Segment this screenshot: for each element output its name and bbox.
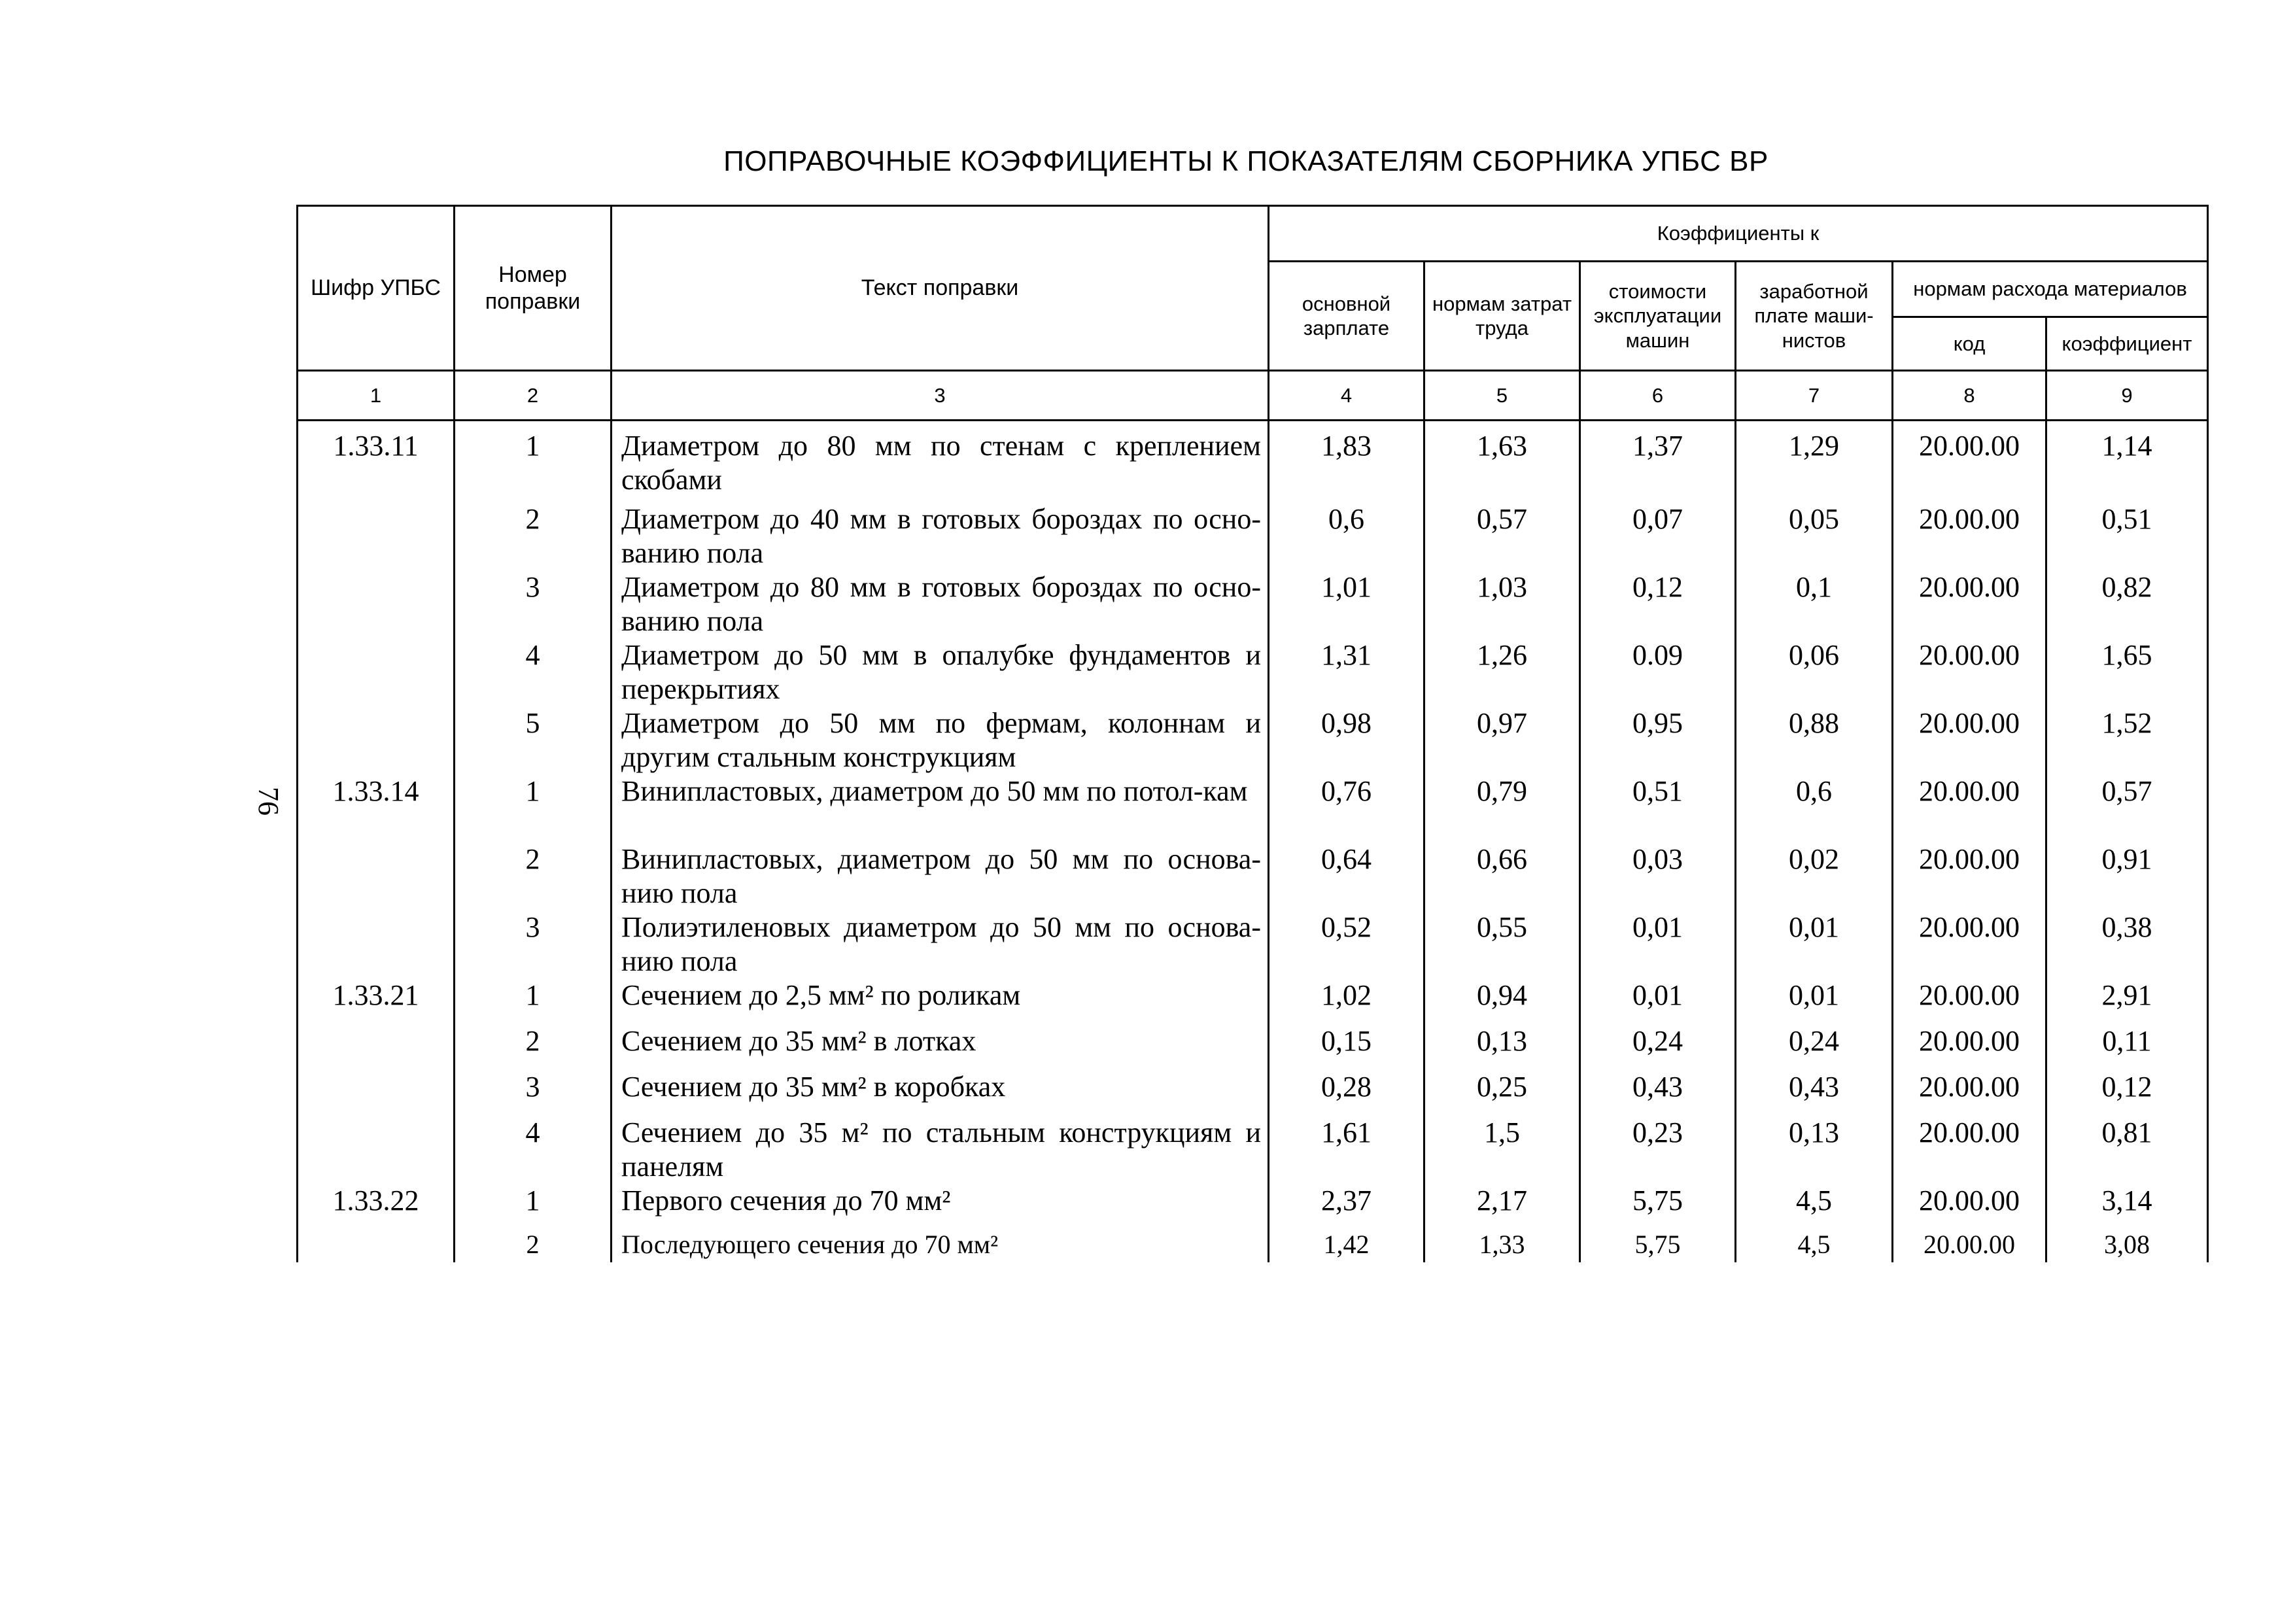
- row-number: 4: [455, 638, 612, 706]
- row-text: Диаметром до 40 мм в готовых бороздах по осно-ванию пола: [612, 502, 1269, 570]
- value-kod: 20.00.00: [1893, 1230, 2046, 1262]
- row-text: Сечением до 2,5 мм² по роликам: [612, 978, 1269, 1024]
- value-kod: 20.00.00: [1893, 1024, 2046, 1070]
- row-code: 1.33.21: [298, 978, 455, 1024]
- value-kod: 20.00.00: [1893, 706, 2046, 774]
- value-stoimosti: 0,23: [1580, 1116, 1736, 1184]
- value-koefficient: 3,08: [2046, 1230, 2208, 1262]
- value-normam-zatrat: 1,5: [1424, 1116, 1580, 1184]
- value-osnovnoy: 0,64: [1269, 842, 1424, 910]
- value-zarabotnoy: 0,01: [1736, 978, 1893, 1024]
- header-koefficient: коэффициент: [2046, 317, 2208, 371]
- value-stoimosti: 0,51: [1580, 774, 1736, 842]
- table-row: [298, 774, 2208, 842]
- value-koefficient: 0,11: [2046, 1024, 2208, 1070]
- row-text: Полиэтиленовых диаметром до 50 мм по основа-нию пола: [612, 910, 1269, 978]
- row-code: [298, 842, 455, 910]
- row-text: Сечением до 35 мм² в коробках: [612, 1070, 1269, 1116]
- value-koefficient: 3,14: [2046, 1184, 2208, 1230]
- row-number: 2: [455, 842, 612, 910]
- value-koefficient: 0,38: [2046, 910, 2208, 978]
- row-code: [298, 1116, 455, 1184]
- value-zarabotnoy: 0,05: [1736, 502, 1893, 570]
- header-zarabotnoy: заработной плате маши-нистов: [1736, 261, 1893, 371]
- value-osnovnoy: 1,61: [1269, 1116, 1424, 1184]
- row-text: Винипластовых, диаметром до 50 мм по потол-кам: [612, 774, 1269, 842]
- row-number: 1: [455, 421, 612, 502]
- col-number: 6: [1580, 371, 1736, 421]
- page-title: ПОПРАВОЧНЫЕ КОЭФФИЦИЕНТЫ К ПОКАЗАТЕЛЯМ СБОРНИКА УПБС ВР: [723, 145, 1769, 177]
- row-code: 1.33.11: [298, 421, 455, 502]
- value-normam-zatrat: 0,57: [1424, 502, 1580, 570]
- row-number: 2: [455, 1024, 612, 1070]
- table-row: [298, 638, 2208, 706]
- col-number: 9: [2046, 371, 2208, 421]
- table-row: [298, 570, 2208, 638]
- value-osnovnoy: 1,01: [1269, 570, 1424, 638]
- col-number: 2: [455, 371, 612, 421]
- row-code: [298, 1024, 455, 1070]
- row-text: Последующего сечения до 70 мм²: [612, 1230, 1269, 1262]
- value-kod: 20.00.00: [1893, 1184, 2046, 1230]
- value-zarabotnoy: 0,24: [1736, 1024, 1893, 1070]
- table-row: [298, 1230, 2208, 1262]
- value-normam-zatrat: 0,94: [1424, 978, 1580, 1024]
- value-zarabotnoy: 0,01: [1736, 910, 1893, 978]
- row-number: 3: [455, 570, 612, 638]
- header-stoimosti: стоимости эксплуатации машин: [1580, 261, 1736, 371]
- value-zarabotnoy: 4,5: [1736, 1230, 1893, 1262]
- value-osnovnoy: 0,76: [1269, 774, 1424, 842]
- row-text: Сечением до 35 мм² в лотках: [612, 1024, 1269, 1070]
- value-stoimosti: 0.09: [1580, 638, 1736, 706]
- value-stoimosti: 1,37: [1580, 421, 1736, 502]
- value-zarabotnoy: 0,13: [1736, 1116, 1893, 1184]
- value-kod: 20.00.00: [1893, 638, 2046, 706]
- row-code: 1.33.22: [298, 1184, 455, 1230]
- header-kod: код: [1893, 317, 2046, 371]
- value-osnovnoy: 0,52: [1269, 910, 1424, 978]
- value-koefficient: 0,12: [2046, 1070, 2208, 1116]
- value-stoimosti: 0,07: [1580, 502, 1736, 570]
- table-row: [298, 1024, 2208, 1070]
- value-stoimosti: 0,01: [1580, 910, 1736, 978]
- row-text: Диаметром до 50 мм в опалубке фундаментов и перекрытиях: [612, 638, 1269, 706]
- row-text: Диаметром до 50 мм по фермам, колоннам и другим стальным конструкциям: [612, 706, 1269, 774]
- col-number: 3: [612, 371, 1269, 421]
- value-kod: 20.00.00: [1893, 978, 2046, 1024]
- value-normam-zatrat: 1,26: [1424, 638, 1580, 706]
- value-osnovnoy: 1,02: [1269, 978, 1424, 1024]
- row-number: 2: [455, 502, 612, 570]
- row-number: 5: [455, 706, 612, 774]
- value-koefficient: 0,82: [2046, 570, 2208, 638]
- table-row: [298, 978, 2208, 1024]
- value-koefficient: 1,52: [2046, 706, 2208, 774]
- value-normam-zatrat: 1,63: [1424, 421, 1580, 502]
- row-number: 1: [455, 1184, 612, 1230]
- col-number: 8: [1893, 371, 2046, 421]
- header-koeff: Коэффициенты к: [1269, 206, 2208, 262]
- value-kod: 20.00.00: [1893, 774, 2046, 842]
- value-koefficient: 1,65: [2046, 638, 2208, 706]
- value-zarabotnoy: 0,6: [1736, 774, 1893, 842]
- col-number: 1: [298, 371, 455, 421]
- table-row: [298, 910, 2208, 978]
- row-text: Диаметром до 80 мм по стенам с креплением скобами: [612, 421, 1269, 502]
- table-row: [298, 1070, 2208, 1116]
- value-zarabotnoy: 0,88: [1736, 706, 1893, 774]
- value-koefficient: 0,91: [2046, 842, 2208, 910]
- value-stoimosti: 0,24: [1580, 1024, 1736, 1070]
- table-row: [298, 1116, 2208, 1184]
- row-code: [298, 1070, 455, 1116]
- row-number: 3: [455, 910, 612, 978]
- page-number: 76: [252, 787, 285, 816]
- row-number: 1: [455, 978, 612, 1024]
- value-stoimosti: 5,75: [1580, 1184, 1736, 1230]
- header-text: Текст поправки: [612, 206, 1269, 371]
- header-osnovnoy: основной зарплате: [1269, 261, 1424, 371]
- col-number: 7: [1736, 371, 1893, 421]
- value-normam-zatrat: 0,66: [1424, 842, 1580, 910]
- row-number: 1: [455, 774, 612, 842]
- value-zarabotnoy: 0,06: [1736, 638, 1893, 706]
- row-code: [298, 706, 455, 774]
- value-kod: 20.00.00: [1893, 1070, 2046, 1116]
- table-header: [296, 205, 2209, 421]
- row-number: 4: [455, 1116, 612, 1184]
- header-shifr: Шифр УПБС: [298, 206, 455, 371]
- table-row: [298, 706, 2208, 774]
- row-number: 2: [455, 1230, 612, 1262]
- row-text: Винипластовых, диаметром до 50 мм по основа-нию пола: [612, 842, 1269, 910]
- col-number: 4: [1269, 371, 1424, 421]
- row-code: [298, 1230, 455, 1262]
- value-normam-zatrat: 0,97: [1424, 706, 1580, 774]
- value-koefficient: 2,91: [2046, 978, 2208, 1024]
- value-stoimosti: 0,43: [1580, 1070, 1736, 1116]
- value-stoimosti: 5,75: [1580, 1230, 1736, 1262]
- value-kod: 20.00.00: [1893, 570, 2046, 638]
- table-row: [298, 842, 2208, 910]
- value-osnovnoy: 0,98: [1269, 706, 1424, 774]
- value-stoimosti: 0,03: [1580, 842, 1736, 910]
- row-text: Сечением до 35 м² по стальным конструкциям и панелям: [612, 1116, 1269, 1184]
- value-koefficient: 1,14: [2046, 421, 2208, 502]
- table-row: [298, 421, 2208, 502]
- table-row: [298, 1184, 2208, 1230]
- value-osnovnoy: 1,42: [1269, 1230, 1424, 1262]
- value-koefficient: 0,81: [2046, 1116, 2208, 1184]
- value-normam-zatrat: 0,79: [1424, 774, 1580, 842]
- value-zarabotnoy: 4,5: [1736, 1184, 1893, 1230]
- value-normam-zatrat: 0,55: [1424, 910, 1580, 978]
- value-koefficient: 0,57: [2046, 774, 2208, 842]
- value-osnovnoy: 0,6: [1269, 502, 1424, 570]
- row-number: 3: [455, 1070, 612, 1116]
- value-osnovnoy: 0,28: [1269, 1070, 1424, 1116]
- value-kod: 20.00.00: [1893, 421, 2046, 502]
- value-stoimosti: 0,95: [1580, 706, 1736, 774]
- value-koefficient: 0,51: [2046, 502, 2208, 570]
- value-osnovnoy: 1,83: [1269, 421, 1424, 502]
- value-normam-zatrat: 1,33: [1424, 1230, 1580, 1262]
- value-zarabotnoy: 1,29: [1736, 421, 1893, 502]
- row-text: Диаметром до 80 мм в готовых бороздах по осно-ванию пола: [612, 570, 1269, 638]
- value-normam-zatrat: 1,03: [1424, 570, 1580, 638]
- value-stoimosti: 0,12: [1580, 570, 1736, 638]
- table-row: [298, 502, 2208, 570]
- value-normam-zatrat: 0,13: [1424, 1024, 1580, 1070]
- value-kod: 20.00.00: [1893, 910, 2046, 978]
- header-normam-rashoda: нормам расхода материалов: [1893, 261, 2208, 317]
- row-code: [298, 570, 455, 638]
- row-code: [298, 502, 455, 570]
- data-table: [296, 421, 2209, 1262]
- row-text: Первого сечения до 70 мм²: [612, 1184, 1269, 1230]
- value-kod: 20.00.00: [1893, 502, 2046, 570]
- value-normam-zatrat: 0,25: [1424, 1070, 1580, 1116]
- value-osnovnoy: 1,31: [1269, 638, 1424, 706]
- value-kod: 20.00.00: [1893, 1116, 2046, 1184]
- row-code: [298, 910, 455, 978]
- row-code: [298, 638, 455, 706]
- value-normam-zatrat: 2,17: [1424, 1184, 1580, 1230]
- value-zarabotnoy: 0,1: [1736, 570, 1893, 638]
- header-normam-zatrat: нормам затрат труда: [1424, 261, 1580, 371]
- row-code: 1.33.14: [298, 774, 455, 842]
- value-stoimosti: 0,01: [1580, 978, 1736, 1024]
- value-zarabotnoy: 0,02: [1736, 842, 1893, 910]
- value-zarabotnoy: 0,43: [1736, 1070, 1893, 1116]
- col-number: 5: [1424, 371, 1580, 421]
- value-kod: 20.00.00: [1893, 842, 2046, 910]
- header-nomer: Номер поправки: [455, 206, 612, 371]
- value-osnovnoy: 0,15: [1269, 1024, 1424, 1070]
- value-osnovnoy: 2,37: [1269, 1184, 1424, 1230]
